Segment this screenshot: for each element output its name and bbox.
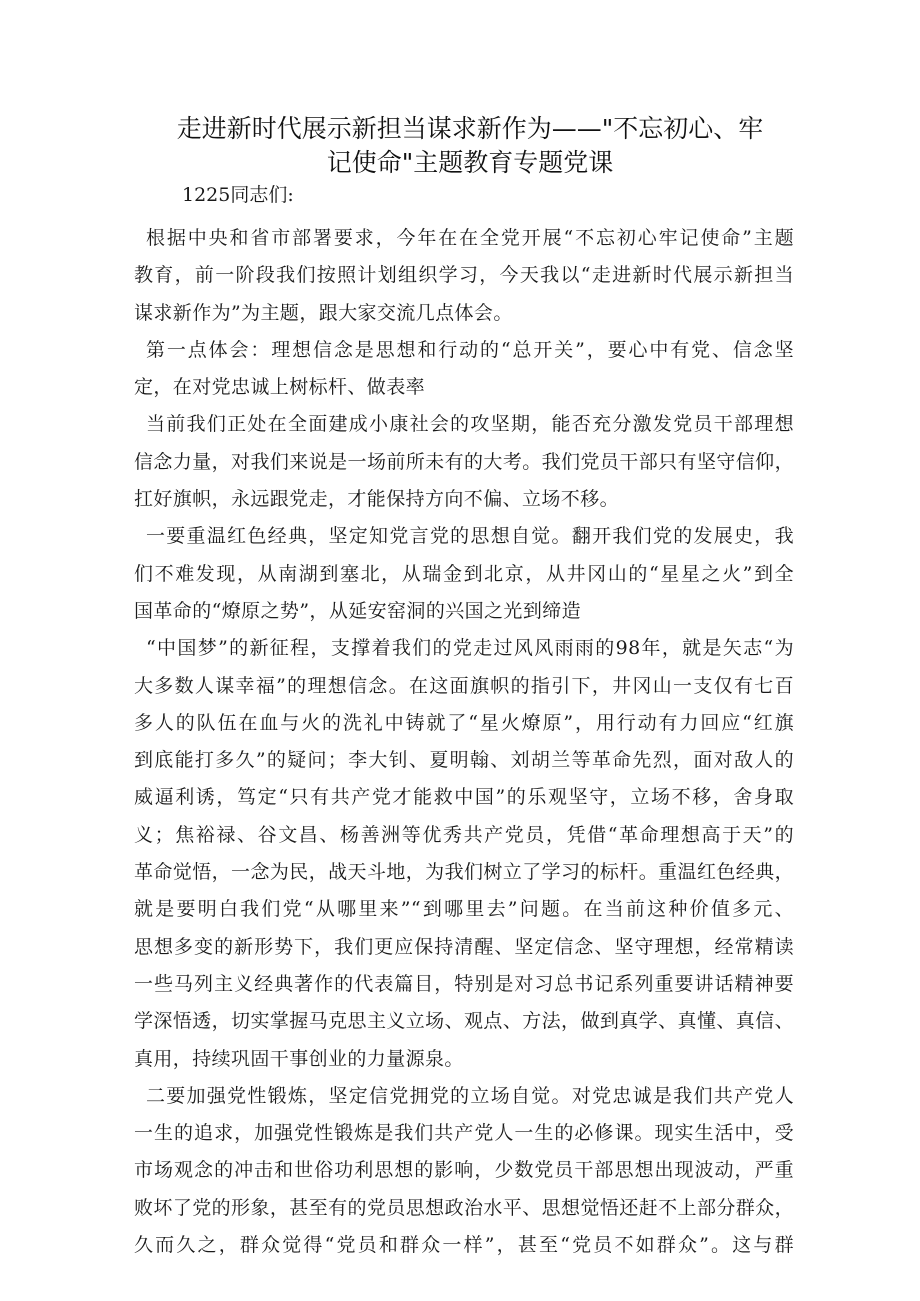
body-text-line: 一要重温红色经典，坚定知党言党的思想自觉。翻开我们党的发展史，我 — [146, 525, 794, 548]
body-text-line: “中国梦”的新征程，支撑着我们的党走过风风雨雨的98年，就是矢志“为 — [146, 637, 794, 660]
body-text-line: 思想多变的新形势下，我们更应保持清醒、坚定信念、坚守理想，经常精读 — [134, 935, 794, 958]
body-text-line: 扛好旗帜，永远跟党走，才能保持方向不偏、立场不移。 — [134, 488, 620, 511]
body-text-line: 久而久之，群众觉得“党员和群众一样”，甚至“党员不如群众”。这与群 — [134, 1234, 794, 1257]
document-title-line-2: 记使命"主题教育专题党课 — [326, 148, 614, 177]
body-text-line: 教育，前一阶段我们按照计划组织学习，今天我以“走进新时代展示新担当 — [134, 264, 794, 287]
body-text-line: 二要加强党性锻炼，坚定信党拥党的立场自觉。对党忠诚是我们共产党人 — [146, 1084, 794, 1107]
body-text-line: 市场观念的冲击和世俗功利思想的影响，少数党员干部思想出现波动，严重 — [134, 1159, 794, 1182]
body-text-line: 威逼利诱，笃定“只有共产党才能救中国”的乐观坚守，立场不移，舍身取 — [134, 786, 794, 809]
body-text-line: 国革命的“燎原之势”，从延安窑洞的兴国之光到缔造 — [134, 599, 582, 622]
salutation: 1225同志们: — [182, 184, 294, 206]
body-text-line: 一生的追求，加强党性锻炼是我们共产党人一生的必修课。现实生活中，受 — [134, 1122, 794, 1145]
body-text-line: 败坏了党的形象，甚至有的党员思想政治水平、思想觉悟还赶不上部分群众， — [134, 1196, 794, 1219]
body-text-line: 定，在对党忠诚上树标杆、做表率 — [134, 376, 426, 399]
body-text-line: 信念力量，对我们来说是一场前所未有的大考。我们党员干部只有坚守信仰， — [134, 450, 794, 473]
body-text-line: 多人的队伍在血与火的洗礼中铸就了“星火燎原”，用行动有力回应“红旗 — [134, 711, 794, 734]
body-text-line: 学深悟透，切实掌握马克思主义立场、观点、方法，做到真学、真懂、真信、 — [134, 1010, 794, 1033]
document-body — [134, 220, 794, 1264]
body-text-line: 真用，持续巩固干事创业的力量源泉。 — [134, 1047, 464, 1070]
body-text-line: 当前我们正处在全面建成小康社会的攻坚期，能否充分激发党员干部理想 — [146, 413, 794, 436]
body-text-line: 一些马列主义经典著作的代表篇目，特别是对习总书记系列重要讲话精神要 — [134, 972, 794, 995]
body-text-line: 根据中央和省市部署要求，今年在在全党开展“不忘初心牢记使命”主题 — [146, 227, 794, 249]
body-text-line: 义；焦裕禄、谷文昌、杨善洲等优秀共产党员，凭借“革命理想高于天”的 — [134, 823, 794, 846]
body-text-line: 大多数人谋幸福”的理想信念。在这面旗帜的指引下，井冈山一支仅有七百 — [134, 674, 794, 697]
body-text-line: 第一点体会：理想信念是思想和行动的“总开关”，要心中有党、信念坚 — [146, 338, 794, 361]
body-text-line: 就是要明白我们党“从哪里来”“到哪里去”问题。在当前这种价值多元、 — [134, 898, 794, 921]
document-title-line-1: 走进新时代展示新担当谋求新作为——"不忘初心、牢 — [176, 114, 764, 143]
body-text-line: 们不难发现，从南湖到塞北，从瑞金到北京，从井冈山的“星星之火”到全 — [134, 562, 794, 585]
body-text-line: 谋求新作为”为主题，跟大家交流几点体会。 — [134, 301, 513, 324]
body-text-line: 到底能打多久”的疑问；李大钊、夏明翰、刘胡兰等革命先烈，面对敌人的 — [134, 749, 794, 772]
body-text-line: 革命觉悟，一念为民，战天斗地，为我们树立了学习的标杆。重温红色经典， — [134, 861, 794, 884]
